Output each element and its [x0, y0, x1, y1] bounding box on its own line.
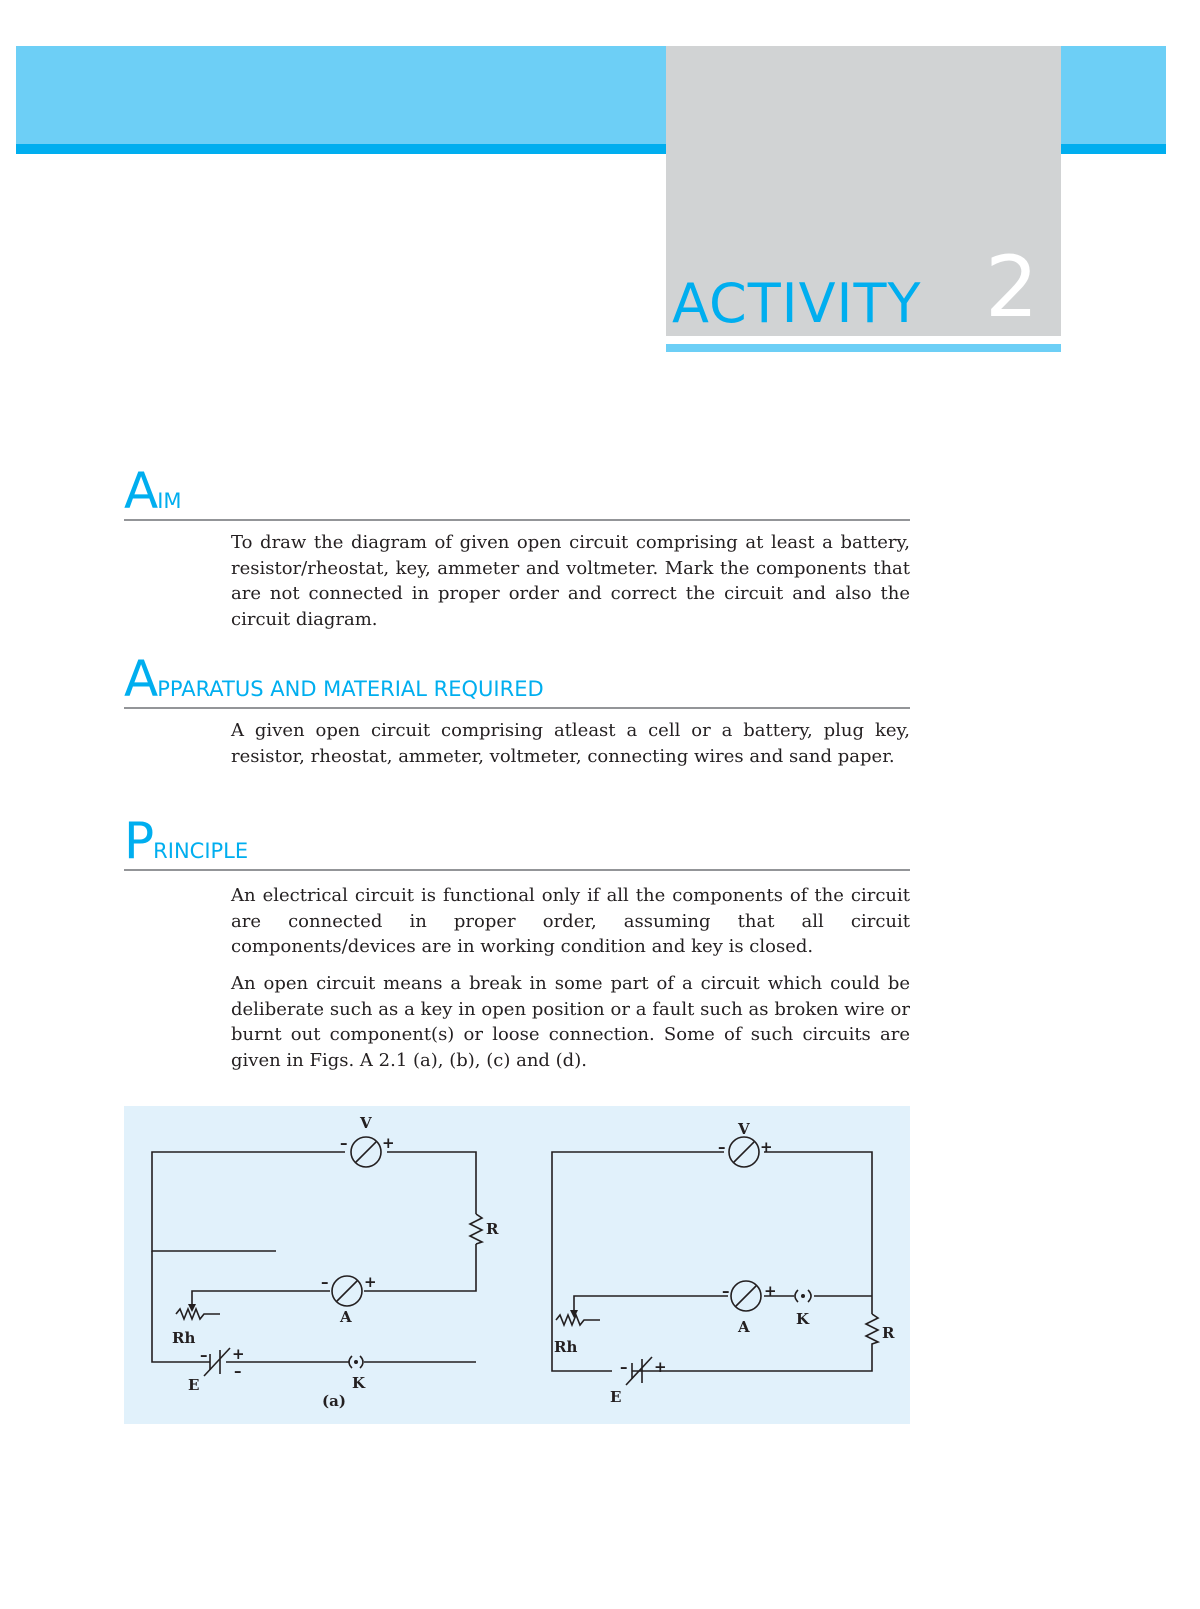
circuit-figure [124, 1106, 910, 1424]
principle-paragraph-2: An open circuit means a break in some part of a circuit which could be deliberate such as a key in open position or a fault such as broken wire or burnt out component(s) or loose connection. Some of such circuits are given in Figs. A 2.1 (a), (b), (c) and (d). [231, 973, 910, 1071]
apparatus-text: A given open circuit comprising atleast a cell or a battery, plug key, resistor, rheostat, ammeter, voltmeter, connecting wires and sand paper. [231, 720, 910, 767]
principle-heading [124, 812, 910, 871]
right-resistor-icon [866, 1314, 878, 1352]
left-cell-label: E [188, 1376, 200, 1394]
left-ammeter-minus: – [321, 1273, 329, 1291]
left-wire-main [152, 1152, 345, 1251]
left-voltmeter-minus: – [340, 1134, 348, 1152]
left-key-plug [354, 1360, 358, 1364]
left-cell-minus: – [200, 1346, 208, 1364]
right-ammeter-needle [736, 1286, 756, 1306]
right-voltmeter-plus: + [760, 1138, 773, 1156]
left-ammeter-label: A [340, 1308, 352, 1326]
right-ammeter-plus: + [764, 1282, 777, 1300]
aim-text: To draw the diagram of given open circuit comprising at least a battery, resistor/rheostat, key, ammeter and voltmeter. Mark the components that are not connected in proper order and correct the circuit and also the circuit diagram. [231, 532, 910, 630]
left-cell-plus: + [232, 1345, 245, 1363]
right-key-plug [801, 1294, 805, 1298]
right-wire-bottom-left [552, 1356, 612, 1371]
activity-rule [666, 344, 1061, 352]
left-key-label: K [352, 1374, 366, 1392]
right-cell-plus: + [654, 1358, 667, 1376]
left-wire-rheostat [192, 1291, 330, 1304]
aim-heading-cap: A [124, 462, 158, 520]
left-ammeter-plus: + [364, 1273, 377, 1291]
principle-paragraph-1: An electrical circuit is functional only if all the components of the circuit are connected in proper order, assuming that all circuit components/devices are in working condition and key is closed. [231, 885, 910, 957]
activity-number: 2 [985, 238, 1039, 336]
left-voltmeter-plus: + [382, 1134, 395, 1152]
right-rheostat-icon [556, 1315, 600, 1325]
figure-caption-a: (a) [322, 1392, 346, 1410]
left-voltmeter-needle [356, 1142, 376, 1162]
right-cell-label: E [610, 1388, 622, 1406]
left-wire-top-right [387, 1152, 476, 1214]
left-cell-minus-2: – [234, 1362, 242, 1380]
left-ammeter-needle [337, 1281, 357, 1301]
right-rheostat-label: Rh [554, 1338, 578, 1356]
apparatus-heading-rest: PPARATUS AND MATERIAL REQUIRED [157, 677, 544, 701]
right-voltmeter-label: V [738, 1120, 750, 1138]
right-voltmeter-minus: – [718, 1138, 726, 1156]
right-voltmeter-needle [734, 1142, 754, 1162]
principle-heading-cap: P [124, 812, 154, 870]
left-resistor-label: R [486, 1220, 499, 1238]
left-resistor-icon [470, 1214, 482, 1244]
left-cell-icon [210, 1350, 220, 1374]
activity-label: ACTIVITY [672, 272, 922, 335]
left-wire-right [364, 1244, 476, 1291]
right-wire-bottom [632, 1352, 872, 1371]
right-wire-top-right [764, 1152, 872, 1314]
apparatus-heading-cap: A [124, 650, 158, 708]
left-rheostat-icon [176, 1309, 220, 1319]
circuit-diagrams [124, 1106, 910, 1424]
right-key-label: K [796, 1310, 810, 1328]
right-wire-left-top [552, 1152, 724, 1356]
left-rheostat-label: Rh [172, 1329, 196, 1347]
aim-heading-rest: IM [157, 489, 182, 513]
right-resistor-label: R [882, 1324, 895, 1342]
right-ammeter-label: A [738, 1318, 750, 1336]
left-voltmeter-label: V [360, 1114, 372, 1132]
right-wire-rheostat [574, 1296, 728, 1310]
aim-heading [124, 462, 910, 521]
principle-heading-rest: RINCIPLE [153, 839, 249, 863]
right-ammeter-minus: – [722, 1282, 730, 1300]
apparatus-heading [124, 650, 910, 709]
right-cell-minus: – [620, 1358, 628, 1376]
